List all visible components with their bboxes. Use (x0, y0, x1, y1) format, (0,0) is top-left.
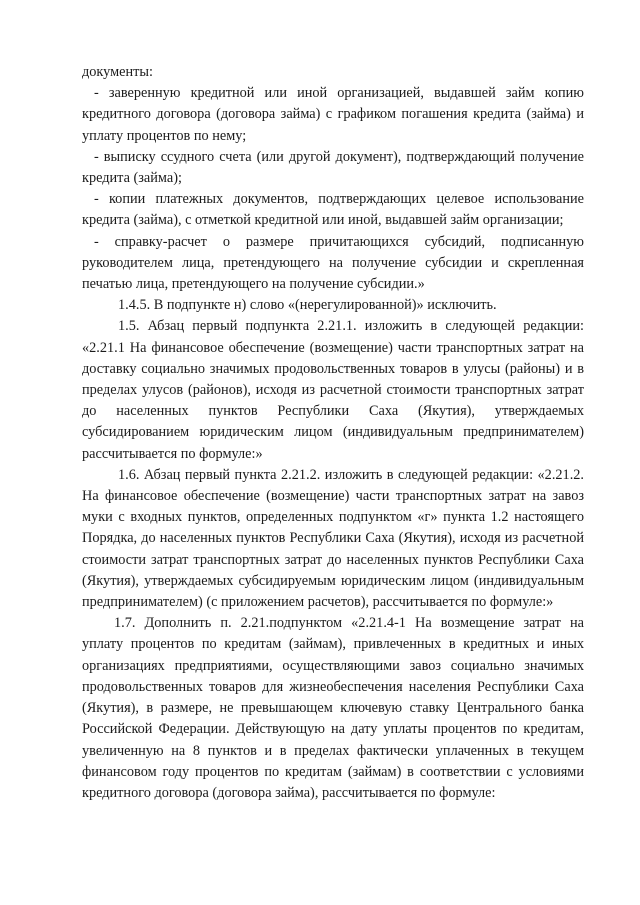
paragraph-payment-documents: - копии платежных документов, подтверждающих целевое использование кредита (займа), с отметкой кредитной или иной, выдавшей займ организации; (82, 191, 584, 229)
paragraph-1-6: 1.6. Абзац первый пункта 2.21.2. изложить в следующей редакции: «2.21.2. На финансовое обеспечение (возмещение) части транспортных затрат на завоз муки с входных пунктов, определенных подпунктом «г» пункта 1.2 настоящего Порядка, до населенных пунктов Республики Саха (Якутия), исходя из расчетной стоимости затрат транспортных затрат до населенных пунктов Республики Саха (Якутия), утверждаемых субсидируемым юридическим лицом (индивидуальным предпринимателем) (с приложением расчетов), рассчитывается по формуле:» (82, 466, 584, 611)
paragraph-1-4-5: 1.4.5. В подпункте н) слово «(нерегулированной)» исключить. (118, 297, 497, 314)
paragraph-1-5: 1.5. Абзац первый подпункта 2.21.1. изложить в следующей редакции: «2.21.1 На финансовое обеспечение (возмещение) части транспортных затрат на доставку социально значимых продовольственных товаров в улусы (районы) и в пределах улусов (районов), исходя из расчетной стоимости транспортных затрат до населенных пунктов Республики Саха (Якутия), утверждаемых субсидированием юридическим лицом (индивидуальным предпринимателем) рассчитывается по формуле:» (82, 318, 584, 462)
paragraph-documents-label: документы: (82, 64, 153, 80)
paragraph-account-statement: - выписку ссудного счета (или другой документ), подтверждающий получение кредита (займа); (82, 148, 584, 187)
paragraph-subsidy-calculation: - справку-расчет о размере причитающихся субсидий, подписанную руководителем лица, претендующего на получение субсидии и скрепленная печатью лица, претендующего на получение субсидии.» (82, 233, 584, 293)
paragraph-1-7: 1.7. Дополнить п. 2.21.подпунктом «2.21.4-1 На возмещение затрат на уплату процентов по кредитам (займам), привлеченных в кредитных и иных организациях предприятиями, осуществляющими завоз социально значимых продовольственных товаров для жизнеобеспечения населения Республики Саха (Якутия), в размере, не превышающем ключевую ставку Центрального банка Российской Федерации. Действующую на дату уплаты процентов по кредитам, увеличенную на 8 пунктов и в пределах фактически уплаченных в текущем финансовом году процентов по кредитам (займам) в соответствии с условиями кредитного договора (договора займа), рассчитывается по формуле: (82, 615, 584, 801)
paragraph-loan-contract-copy: - заверенную кредитной или иной организацией, выдавшей займ копию кредитного договора (договора займа) с графиком погашения кредита (займа) и уплату процентов по нему; (82, 85, 584, 144)
